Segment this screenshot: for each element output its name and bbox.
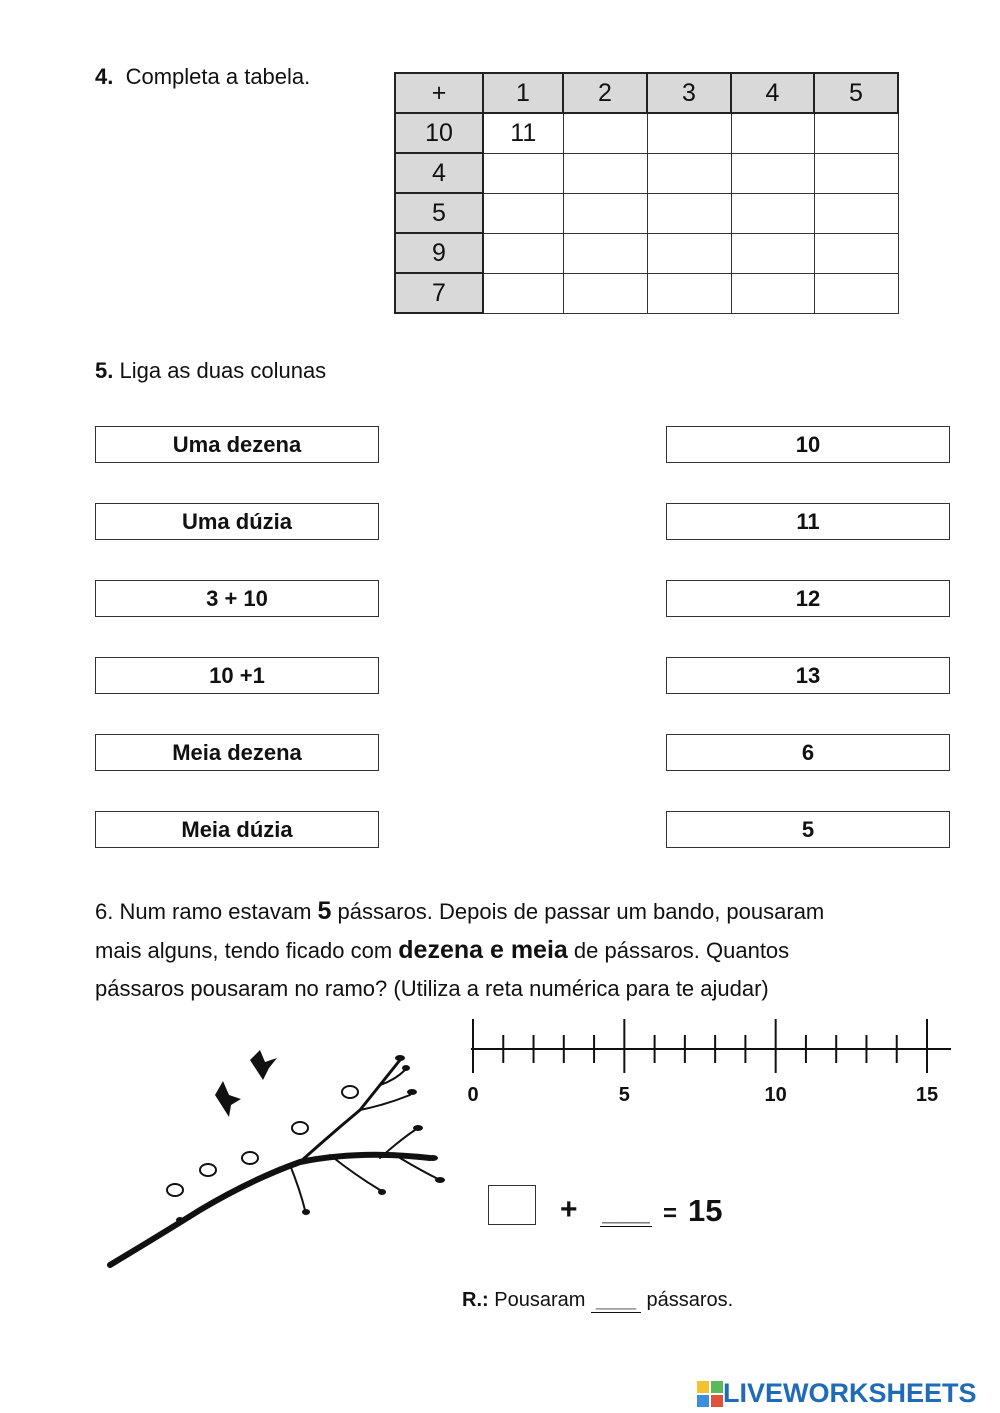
q5-title-text: Liga as duas colunas	[119, 358, 327, 383]
answer-input[interactable]	[732, 234, 814, 273]
table-cell-input[interactable]	[731, 113, 814, 153]
q4-title	[95, 64, 310, 90]
match-right-item[interactable]: 12	[666, 580, 950, 617]
equation-answer-box[interactable]	[488, 1185, 536, 1225]
q6-text: de pássaros. Quantos	[567, 938, 790, 963]
match-left-item[interactable]: Uma dúzia	[95, 503, 379, 540]
answer-input[interactable]	[484, 154, 563, 193]
bird-icon	[215, 1050, 277, 1117]
equals-sign: =	[663, 1200, 678, 1227]
answer-blank[interactable]	[591, 1289, 641, 1313]
liveworksheets-logo-text: LIVEWORKSHEETS	[723, 1378, 977, 1408]
table-corner-header: +	[395, 73, 483, 113]
table-cell-input[interactable]	[483, 153, 563, 193]
col-header: 3	[647, 73, 731, 113]
table-cell-input[interactable]	[563, 193, 647, 233]
answer-input[interactable]	[564, 274, 647, 313]
table-row	[395, 193, 898, 233]
answer-input[interactable]	[484, 234, 563, 273]
answer-input[interactable]	[648, 274, 731, 313]
answer-blank-input[interactable]	[591, 1289, 641, 1313]
q6-line-3	[95, 970, 915, 1008]
match-left-item[interactable]: Meia dúzia	[95, 811, 379, 848]
equation-blank-input[interactable]	[600, 1198, 652, 1227]
answer-input[interactable]	[815, 234, 898, 273]
match-right-item[interactable]: 5	[666, 811, 950, 848]
q4-title-text: Completa a tabela.	[125, 64, 311, 89]
table-cell-input[interactable]	[563, 153, 647, 193]
q6-text: pássaros pousaram no ramo? (Utiliza a reta numérica para te ajudar)	[95, 976, 769, 1001]
answer-input[interactable]	[564, 194, 647, 233]
answer-input[interactable]	[648, 154, 731, 193]
q6-emphasis: dezena e meia	[398, 936, 568, 964]
branch-birds-illustration	[100, 1040, 460, 1280]
q5-title	[95, 358, 326, 384]
table-row	[395, 273, 898, 313]
number-line-label: 5	[618, 1084, 630, 1106]
table-cell-input[interactable]	[731, 193, 814, 233]
table-cell-input[interactable]	[731, 153, 814, 193]
equation-blank[interactable]	[600, 1198, 652, 1227]
table-cell-input[interactable]	[563, 113, 647, 153]
table-cell-input[interactable]	[647, 113, 731, 153]
row-header: 9	[395, 233, 483, 273]
answer-text-after: pássaros.	[640, 1289, 734, 1311]
table-row	[395, 153, 898, 193]
match-left-item[interactable]: Meia dezena	[95, 734, 379, 771]
match-right-item[interactable]: 11	[666, 503, 950, 540]
table-cell-input[interactable]	[814, 233, 898, 273]
table-cell-input[interactable]	[647, 233, 731, 273]
match-left-item[interactable]: Uma dezena	[95, 426, 379, 463]
q6-line-2	[95, 931, 915, 970]
answer-input[interactable]	[732, 194, 814, 233]
answer-label: R.:	[462, 1289, 489, 1311]
answer-input[interactable]	[564, 114, 647, 153]
q6-line-1	[95, 892, 915, 931]
table-cell-input[interactable]	[814, 273, 898, 313]
table-cell-input[interactable]	[483, 193, 563, 233]
answer-input[interactable]	[564, 234, 647, 273]
answer-input[interactable]	[564, 154, 647, 193]
answer-input[interactable]	[648, 234, 731, 273]
q6-text: mais alguns, tendo ficado com	[95, 938, 399, 963]
answer-input[interactable]	[732, 154, 814, 193]
q6-emphasis: 5	[317, 897, 332, 925]
row-header: 4	[395, 153, 483, 193]
table-row	[395, 113, 898, 153]
col-header: 1	[483, 73, 563, 113]
col-header: 4	[731, 73, 814, 113]
match-left-item[interactable]: 10 +1	[95, 657, 379, 694]
table-cell-input[interactable]	[647, 273, 731, 313]
answer-input[interactable]	[732, 114, 814, 153]
liveworksheets-logo	[697, 1378, 977, 1409]
col-header: 5	[814, 73, 898, 113]
liveworksheets-logo-icon	[697, 1381, 723, 1407]
row-header: 7	[395, 273, 483, 313]
row-header: 10	[395, 113, 483, 153]
answer-input[interactable]	[815, 114, 898, 153]
branch-icon	[110, 1060, 440, 1265]
answer-input[interactable]	[648, 194, 731, 233]
table-cell-input[interactable]	[563, 273, 647, 313]
q5-number: 5.	[95, 358, 114, 383]
col-header: 2	[563, 73, 647, 113]
addition-table	[394, 72, 899, 314]
table-cell-input[interactable]	[814, 113, 898, 153]
equation-result: 15	[688, 1193, 723, 1228]
match-left-item[interactable]: 3 + 10	[95, 580, 379, 617]
table-row	[395, 233, 898, 273]
table-cell-input[interactable]	[483, 273, 563, 313]
q6-problem-text	[95, 892, 915, 1008]
table-cell-input[interactable]	[731, 233, 814, 273]
answer-input[interactable]	[484, 194, 563, 233]
number-line-label: 10	[764, 1084, 787, 1106]
number-line	[465, 1015, 960, 1115]
q6-text: pássaros. Depois de passar um bando, pousaram	[331, 899, 825, 924]
q6-text: 6. Num ramo estavam	[95, 899, 318, 924]
number-line-label: 15	[915, 1084, 939, 1106]
row-header: 5	[395, 193, 483, 233]
match-right-item[interactable]: 6	[666, 734, 950, 771]
answer-input[interactable]	[815, 154, 898, 193]
table-cell-input[interactable]	[814, 153, 898, 193]
answer-input[interactable]	[648, 114, 731, 153]
table-cell-input[interactable]	[563, 233, 647, 273]
table-cell-input[interactable]	[731, 273, 814, 313]
answer-input[interactable]	[484, 274, 563, 313]
plus-sign: +	[560, 1193, 578, 1226]
table-cell-input[interactable]	[814, 193, 898, 233]
table-cell: 11	[483, 113, 563, 153]
equation-answer-input[interactable]	[489, 1186, 539, 1226]
table-cell-input[interactable]	[647, 153, 731, 193]
table-cell-input[interactable]	[483, 233, 563, 273]
answer-text-before: Pousaram	[488, 1289, 591, 1311]
q4-number: 4.	[95, 64, 114, 89]
number-line-label: 0	[467, 1084, 479, 1106]
match-right-item[interactable]: 10	[666, 426, 950, 463]
table-cell-input[interactable]	[647, 193, 731, 233]
answer-line	[462, 1289, 733, 1313]
match-right-item[interactable]: 13	[666, 657, 950, 694]
answer-input[interactable]	[732, 274, 814, 313]
answer-input[interactable]	[815, 274, 898, 313]
answer-input[interactable]	[815, 194, 898, 233]
